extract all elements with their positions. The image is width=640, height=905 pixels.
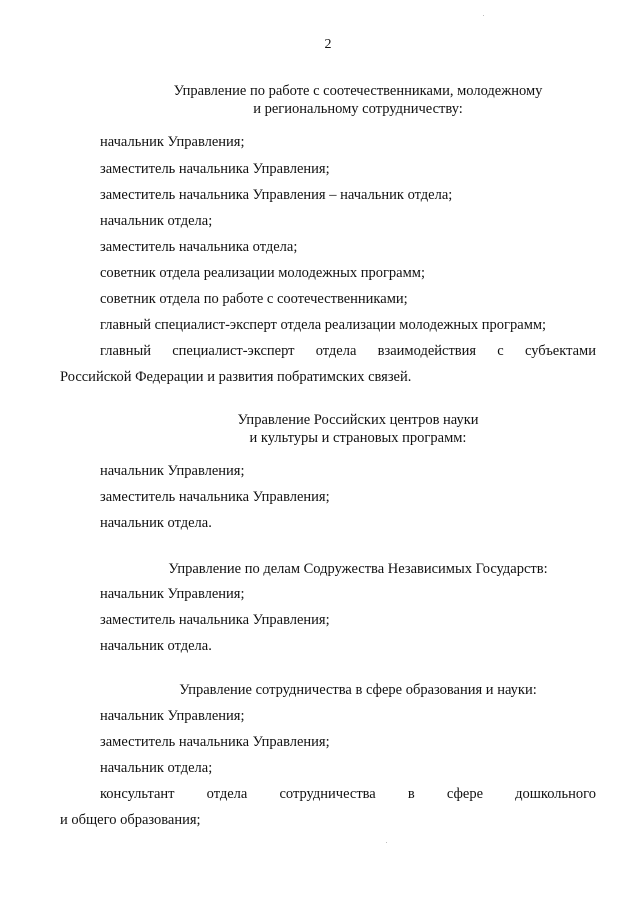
list-item: главный специалист-эксперт отдела реализации молодежных программ; (100, 317, 547, 333)
heading-line: Управление по работе с соотечественниками, молодежному (173, 83, 543, 99)
list-item-long (60, 781, 596, 833)
list-item: заместитель начальника Управления; (100, 734, 330, 750)
list-item: заместитель начальника Управления; (100, 612, 330, 628)
list-item-line: и общего образования; (60, 812, 201, 828)
list-item: начальник отдела. (100, 515, 212, 531)
section-heading-education-science (60, 681, 640, 699)
list-item: начальник Управления; (100, 463, 245, 479)
list-item: начальник отдела. (100, 638, 212, 654)
page-number: 2 (324, 37, 332, 52)
list-item: начальник Управления; (100, 708, 245, 724)
list-item: советник отдела по работе с соотечественниками; (100, 291, 408, 307)
list-item: начальник Управления; (100, 134, 245, 150)
heading-line: Управление по делам Содружества Независимых Государств: (168, 561, 548, 577)
list-item: заместитель начальника отдела; (100, 239, 298, 255)
heading-line: и региональному сотрудничеству: (253, 101, 463, 117)
list-item-line: главный специалист-эксперт отдела взаимодействия с субъектами (100, 343, 596, 359)
list-item: начальник отдела; (100, 760, 213, 776)
list-item-line: консультант отдела сотрудничества в сфере дошкольного (100, 786, 596, 802)
list-item: советник отдела реализации молодежных программ; (100, 265, 425, 281)
scan-artifact (386, 842, 387, 843)
list-item: начальник отдела; (100, 213, 213, 229)
list-item-line: Российской Федерации и развития побратимских связей. (60, 369, 412, 385)
heading-line: и культуры и страновых программ: (249, 430, 467, 446)
scan-artifact (483, 15, 484, 16)
section-heading-science-culture-centers (60, 411, 640, 447)
list-item: начальник Управления; (100, 586, 245, 602)
section-heading-youth-cooperation (60, 82, 640, 118)
section-heading-cis-affairs (60, 560, 640, 578)
list-item: заместитель начальника Управления; (100, 161, 330, 177)
heading-line: Управление Российских центров науки (237, 412, 479, 428)
list-item: заместитель начальника Управления – начальник отдела; (100, 187, 453, 203)
list-item-long (60, 338, 596, 390)
heading-line: Управление сотрудничества в сфере образования и науки: (179, 682, 537, 698)
list-item: заместитель начальника Управления; (100, 489, 330, 505)
